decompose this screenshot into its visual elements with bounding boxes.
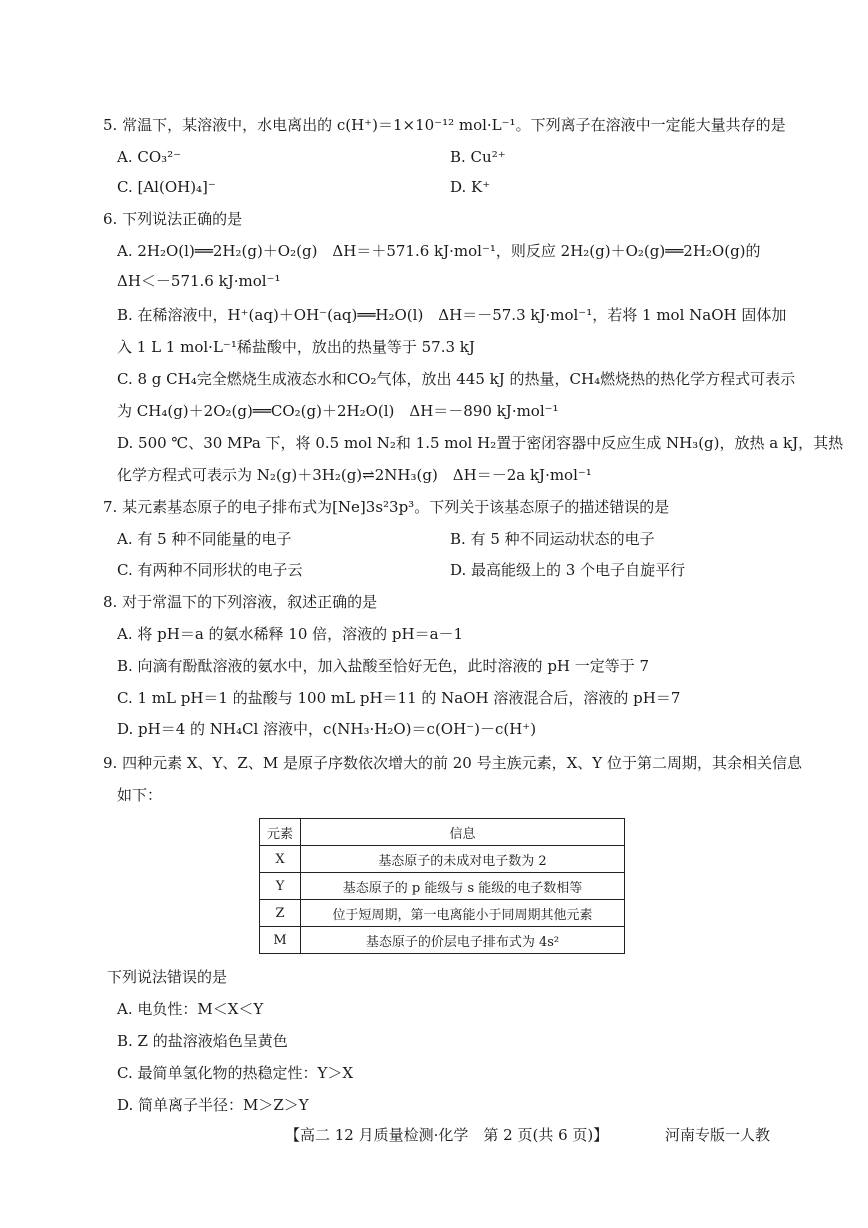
q7-option-c: C. 有两种不同形状的电子云 [117, 561, 303, 579]
table-cell-element: Z [260, 900, 301, 927]
q7-option-d: D. 最高能级上的 3 个电子自旋平行 [450, 561, 686, 579]
q9-option-a: A. 电负性：M＜X＜Y [117, 1000, 264, 1018]
q6-option-b-line2: 入 1 L 1 mol·L⁻¹稀盐酸中，放出的热量等于 57.3 kJ [117, 338, 475, 356]
q8-option-c: C. 1 mL pH＝1 的盐酸与 100 mL pH＝11 的 NaOH 溶液混合后，溶液的 pH＝7 [117, 689, 681, 707]
q7-option-b: B. 有 5 种不同运动状态的电子 [450, 530, 655, 548]
q7-option-a: A. 有 5 种不同能量的电子 [117, 530, 292, 548]
table-cell-element: X [260, 846, 301, 873]
q6-option-b-line1: B. 在稀溶液中，H⁺(aq)＋OH⁻(aq)══H₂O(l) ΔH＝－57.3 kJ·mol⁻¹，若将 1 mol NaOH 固体加 [117, 306, 787, 324]
q9-option-b: B. Z 的盐溶液焰色呈黄色 [117, 1032, 288, 1050]
q6-option-a-line2: ΔH＜－571.6 kJ·mol⁻¹ [117, 272, 281, 290]
q9-stem-line2: 如下： [117, 786, 163, 804]
table-cell-info: 基态原子的未成对电子数为 2 [301, 846, 625, 873]
q7-stem: 7. 某元素基态原子的电子排布式为[Ne]3s²3p³。下列关于该基态原子的描述错误的是 [103, 498, 670, 516]
q8-stem: 8. 对于常温下的下列溶液，叙述正确的是 [103, 593, 378, 611]
table-cell-info: 位于短周期，第一电离能小于同周期其他元素 [301, 900, 625, 927]
page-footer-title: 【高二 12 月质量检测·化学 第 2 页(共 6 页)】 [285, 1126, 609, 1144]
q9-option-c: C. 最简单氢化物的热稳定性：Y＞X [117, 1064, 354, 1082]
table-header-info: 信息 [301, 819, 625, 846]
table-header-element: 元素 [260, 819, 301, 846]
q9-option-d: D. 简单离子半径：M＞Z＞Y [117, 1096, 309, 1114]
table-row [260, 900, 625, 927]
table-row [260, 873, 625, 900]
q5-option-c: C. [Al(OH)₄]⁻ [117, 178, 216, 196]
page-footer-edition: 河南专版一人教 [665, 1126, 771, 1144]
q9-stem-line1: 9. 四种元素 X、Y、Z、M 是原子序数依次增大的前 20 号主族元素，X、Y 位于第二周期，其余相关信息 [103, 754, 802, 772]
table-cell-info: 基态原子的价层电子排布式为 4s² [301, 927, 625, 954]
q5-option-a: A. CO₃²⁻ [117, 148, 182, 166]
table-row [260, 927, 625, 954]
q6-stem: 6. 下列说法正确的是 [103, 210, 243, 228]
q6-option-a-line1: A. 2H₂O(l)══2H₂(g)＋O₂(g) ΔH＝＋571.6 kJ·mol⁻¹，则反应 2H₂(g)＋O₂(g)══2H₂O(g)的 [117, 242, 761, 260]
q6-option-d-line1: D. 500 ℃、30 MPa 下，将 0.5 mol N₂和 1.5 mol H₂置于密闭容器中反应生成 NH₃(g)，放热 a kJ，其热 [117, 434, 844, 452]
q5-option-b: B. Cu²⁺ [450, 148, 506, 166]
table-cell-info: 基态原子的 p 能级与 s 能级的电子数相等 [301, 873, 625, 900]
q5-stem: 5. 常温下，某溶液中，水电离出的 c(H⁺)＝1×10⁻¹² mol·L⁻¹。下列离子在溶液中一定能大量共存的是 [103, 116, 786, 134]
q8-option-a: A. 将 pH＝a 的氨水稀释 10 倍，溶液的 pH＝a－1 [117, 625, 464, 643]
q6-option-d-line2: 化学方程式可表示为 N₂(g)＋3H₂(g)⇌2NH₃(g) ΔH＝－2a kJ·mol⁻¹ [117, 466, 592, 484]
table-cell-element: M [260, 927, 301, 954]
q8-option-d: D. pH＝4 的 NH₄Cl 溶液中，c(NH₃·H₂O)＝c(OH⁻)－c(H⁺) [117, 720, 537, 738]
q6-option-c-line2: 为 CH₄(g)＋2O₂(g)══CO₂(g)＋2H₂O(l) ΔH＝－890 kJ·mol⁻¹ [117, 402, 559, 420]
q8-option-b: B. 向滴有酚酞溶液的氨水中，加入盐酸至恰好无色，此时溶液的 pH 一定等于 7 [117, 657, 650, 675]
table-row [260, 846, 625, 873]
q9-ask: 下列说法错误的是 [107, 968, 228, 986]
q6-option-c-line1: C. 8 g CH₄完全燃烧生成液态水和CO₂气体，放出 445 kJ 的热量，CH₄燃烧热的热化学方程式可表示 [117, 370, 796, 388]
element-info-table [259, 818, 625, 954]
table-header-row [260, 819, 625, 846]
table-cell-element: Y [260, 873, 301, 900]
q5-option-d: D. K⁺ [450, 178, 491, 196]
